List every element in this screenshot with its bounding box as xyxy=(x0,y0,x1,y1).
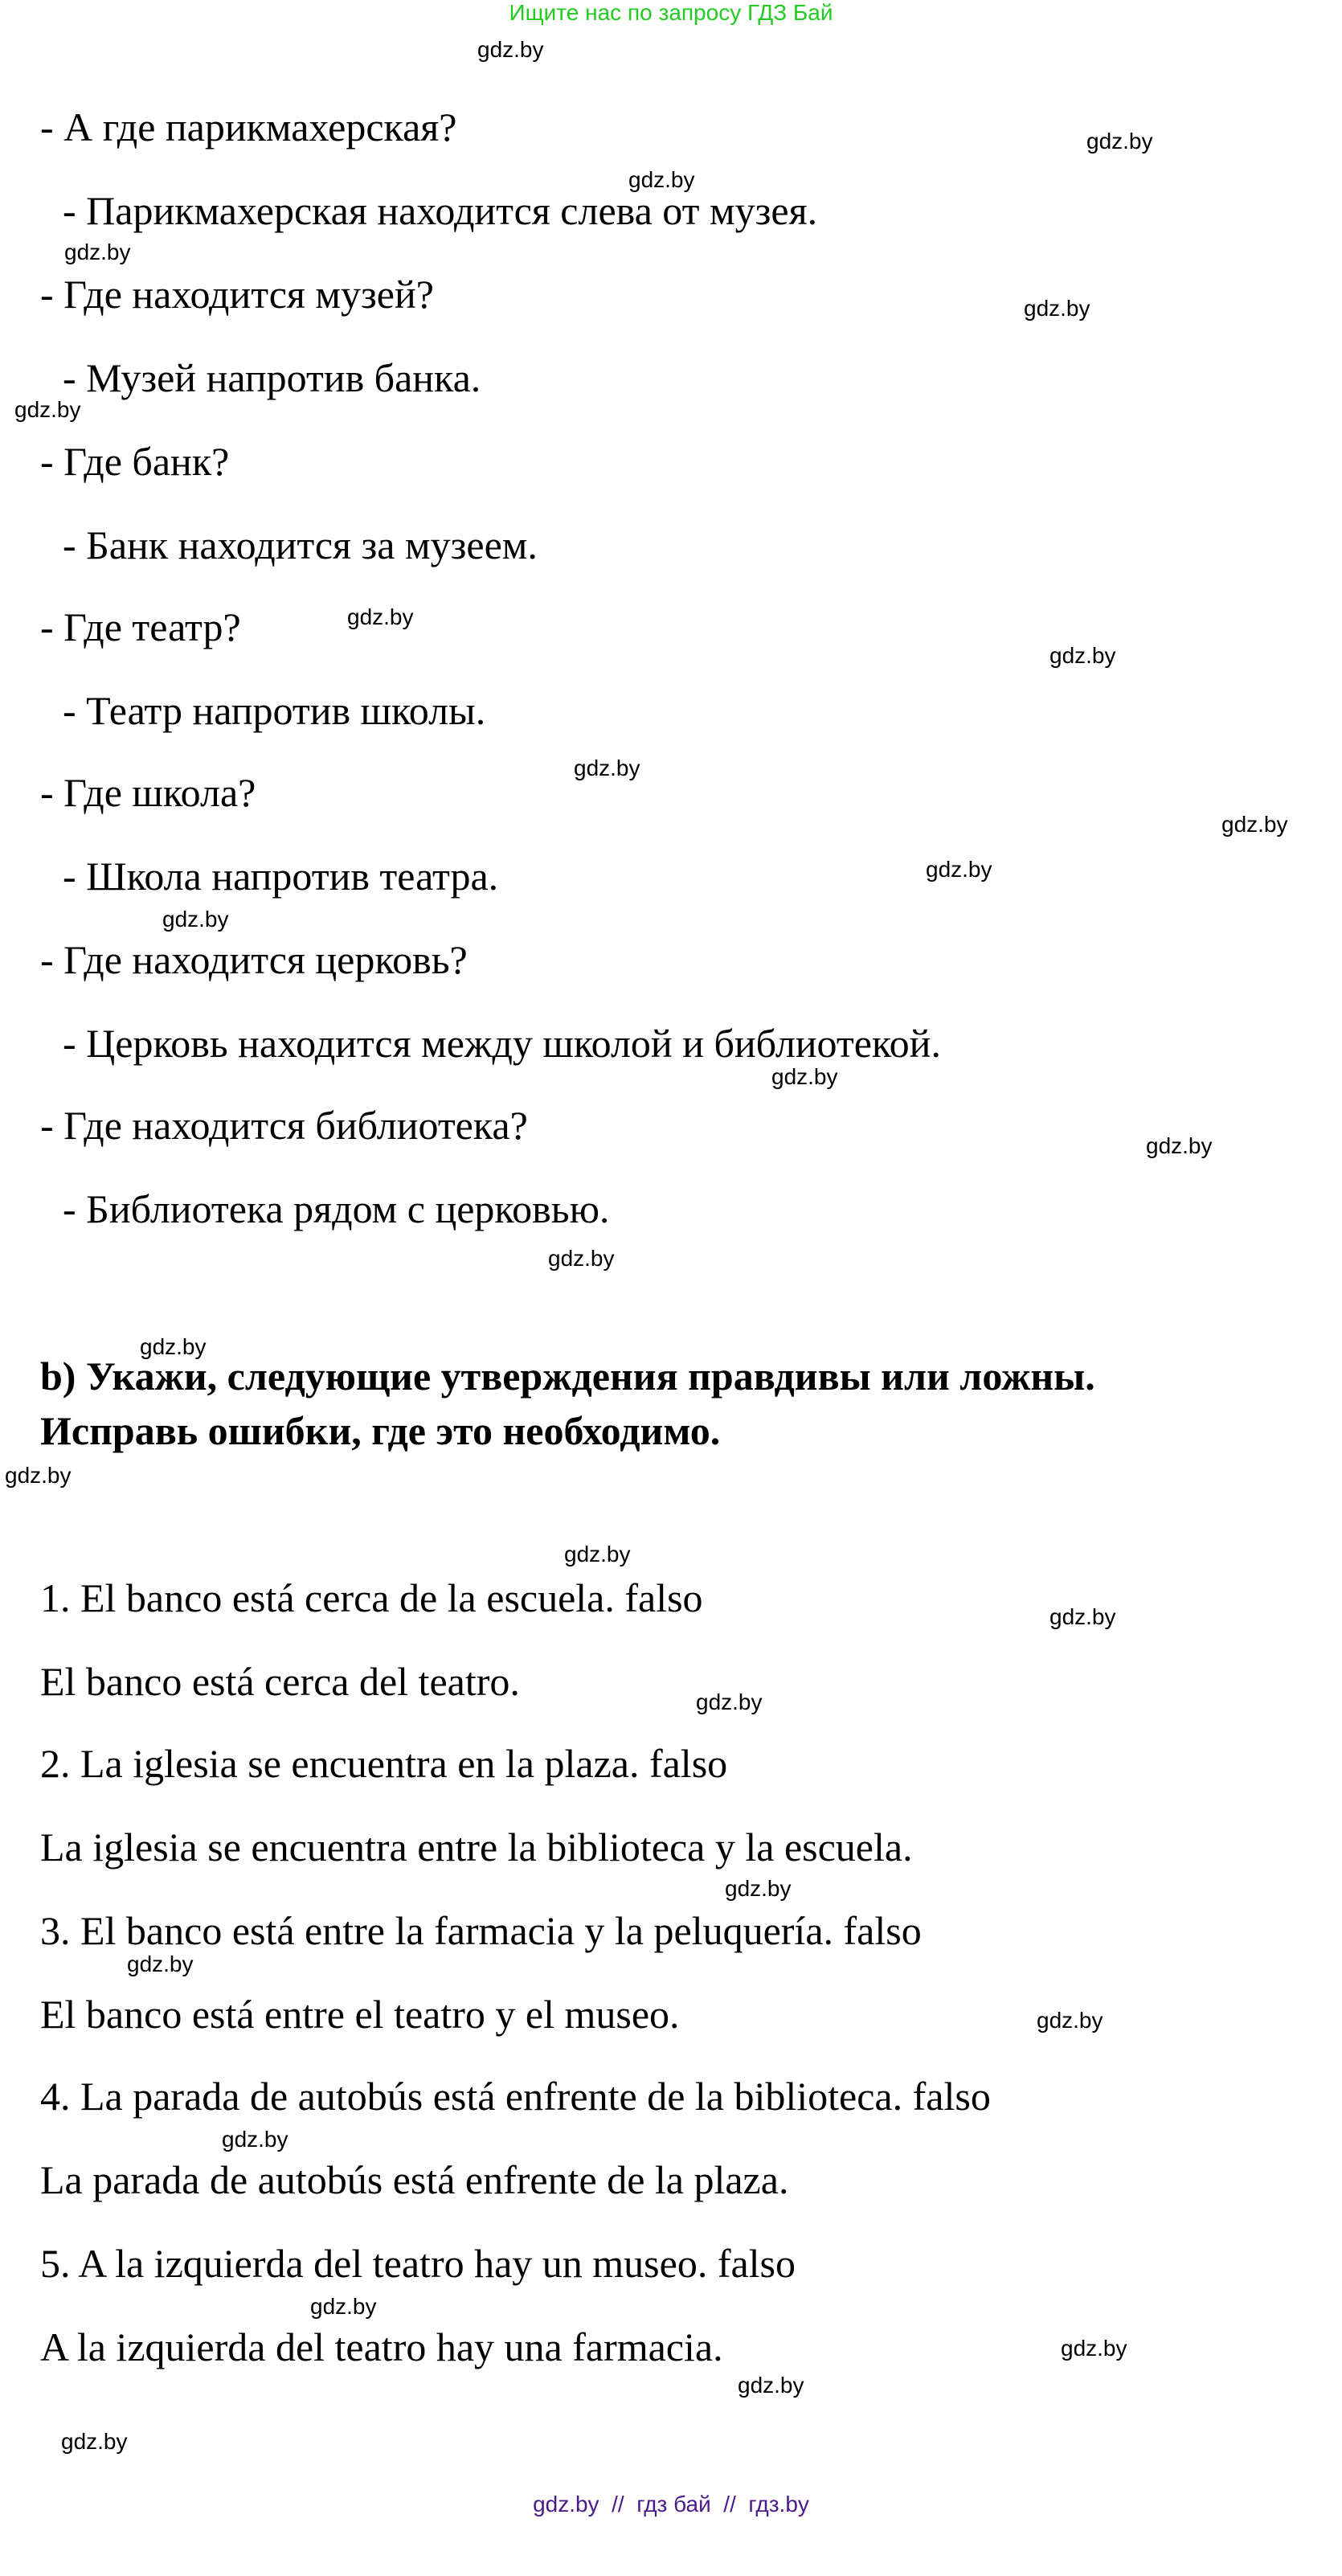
watermark: gdz.by xyxy=(477,37,544,62)
task-heading-line-1: b) Укажи, следующие утверждения правдивы или ложны. xyxy=(40,1354,1095,1399)
dialogue-question: - Где находится библиотека? xyxy=(40,1103,528,1148)
dialogue-question: - Где находится музей? xyxy=(40,272,434,317)
watermark: gdz.by xyxy=(1049,1604,1116,1629)
watermark: gdz.by xyxy=(310,2294,377,2319)
dialogue-answer: - Театр напротив школы. xyxy=(63,688,486,733)
watermark: gdz.by xyxy=(564,1542,631,1566)
watermark: gdz.by xyxy=(1037,2008,1103,2033)
watermark: gdz.by xyxy=(696,1689,763,1714)
statement: 2. La iglesia se encuentra en la plaza. falso xyxy=(40,1741,728,1786)
watermark: gdz.by xyxy=(162,907,229,932)
watermark: gdz.by xyxy=(926,857,992,882)
watermark: gdz.by xyxy=(222,2127,288,2152)
watermark: gdz.by xyxy=(1024,296,1090,321)
watermark: gdz.by xyxy=(64,240,131,264)
watermark: gdz.by xyxy=(548,1246,615,1271)
dialogue-question: - Где театр? xyxy=(40,604,241,649)
watermark: gdz.by xyxy=(771,1064,838,1089)
watermark: gdz.by xyxy=(738,2373,804,2398)
statement: 1. El banco está cerca de la escuela. falso xyxy=(40,1575,703,1620)
correction: A la izquierda del teatro hay una farmacia. xyxy=(40,2324,723,2369)
dialogue-question: - Где находится церковь? xyxy=(40,937,468,982)
watermark: gdz.by xyxy=(14,397,81,422)
dialogue-answer: - Парикмахерская находится слева от музея. xyxy=(63,188,818,233)
watermark: gdz.by xyxy=(5,1463,72,1488)
dialogue-answer: - Церковь находится между школой и библиотекой. xyxy=(63,1021,941,1066)
watermark: gdz.by xyxy=(1049,643,1116,668)
correction: La iglesia se encuentra entre la biblioteca y la escuela. xyxy=(40,1824,913,1870)
dialogue-answer: - Библиотека рядом с церковью. xyxy=(63,1186,610,1231)
watermark: gdz.by xyxy=(127,1951,194,1976)
dialogue-question: - А где парикмахерская? xyxy=(40,104,457,149)
watermark: gdz.by xyxy=(628,167,695,192)
watermark: gdz.by xyxy=(347,604,414,629)
task-heading-line-2: Исправь ошибки, где это необходимо. xyxy=(40,1408,721,1453)
statement: 5. A la izquierda del teatro hay un museo. falso xyxy=(40,2241,796,2286)
watermark: gdz.by xyxy=(140,1334,207,1359)
dialogue-answer: - Банк находится за музеем. xyxy=(63,522,538,567)
dialogue-answer: - Школа напротив театра. xyxy=(63,854,499,899)
statement: 4. La parada de autobús está enfrente de la biblioteca. falso xyxy=(40,2074,991,2119)
dialogue-question: - Где школа? xyxy=(40,770,256,815)
correction: El banco está entre el teatro y el museo. xyxy=(40,1992,680,2037)
statement: 3. El banco está entre la farmacia y la peluquería. falso xyxy=(40,1908,922,1953)
correction: La parada de autobús está enfrente de la plaza. xyxy=(40,2157,789,2202)
watermark: gdz.by xyxy=(725,1876,792,1901)
watermark: gdz.by xyxy=(1146,1133,1213,1158)
correction: El banco está cerca del teatro. xyxy=(40,1659,520,1704)
watermark: gdz.by xyxy=(574,756,640,780)
search-banner[interactable]: Ищите нас по запросу ГДЗ Бай xyxy=(509,0,833,25)
watermark: gdz.by xyxy=(61,2429,128,2454)
watermark: gdz.by xyxy=(1061,2336,1127,2361)
dialogue-question: - Где банк? xyxy=(40,439,230,484)
footer-links[interactable]: gdz.by // гдз бай // гдз.by xyxy=(533,2492,809,2517)
watermark: gdz.by xyxy=(1221,812,1288,837)
dialogue-answer: - Музей напротив банка. xyxy=(63,355,481,400)
watermark: gdz.by xyxy=(1086,129,1153,154)
